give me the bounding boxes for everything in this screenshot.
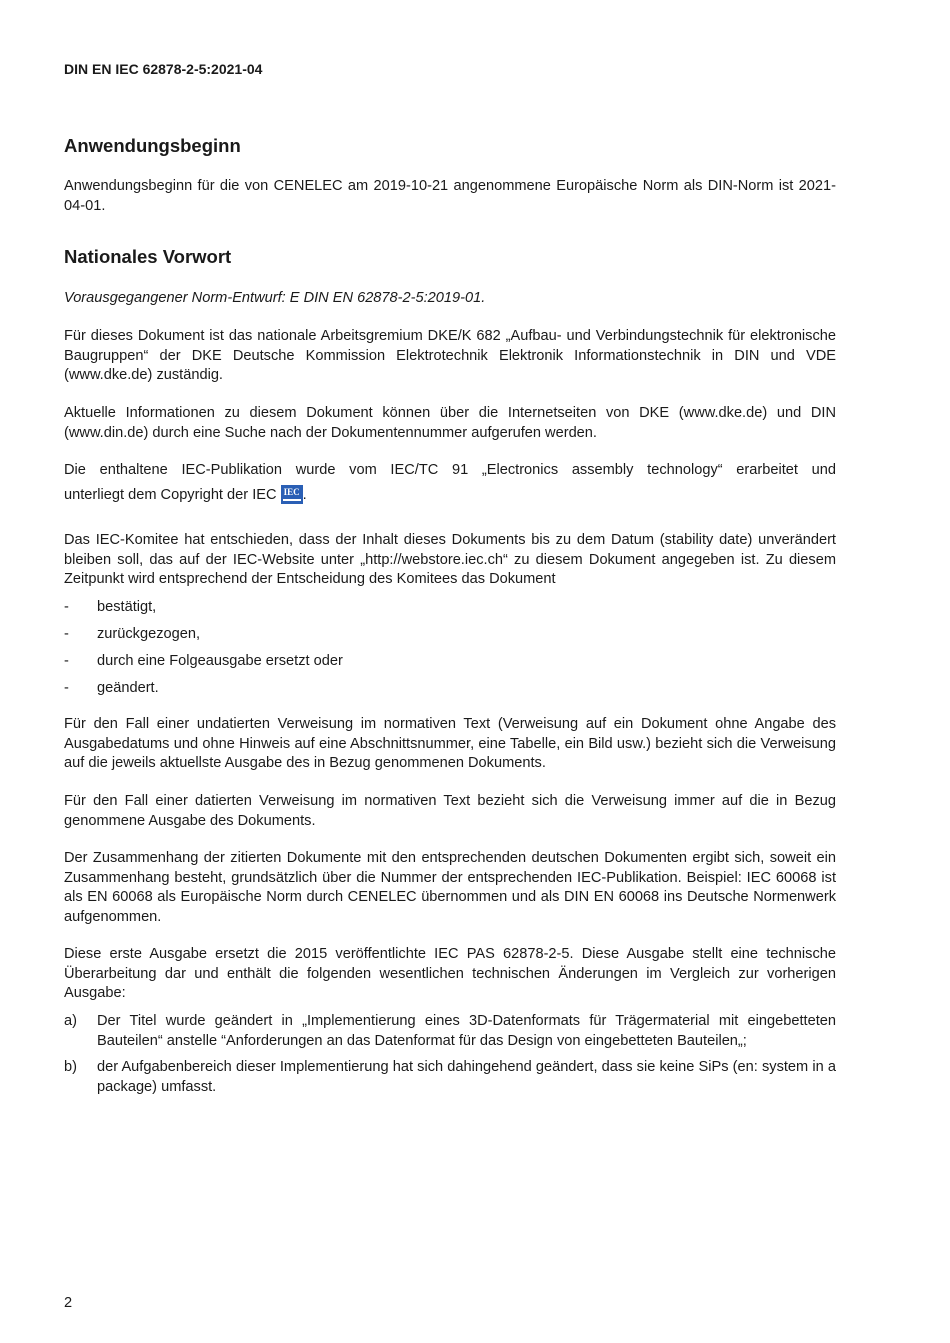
paragraph-first-edition: Diese erste Ausgabe ersetzt die 2015 veröffentlichte IEC PAS 62878-2-5. Diese Ausgabe stellt eine technische Überarbeitung dar und enthält die folgenden wesentlichen technischen Änderungen im Vergleich zur vorherigen Ausgabe: xyxy=(64,946,836,1001)
change-item: a) Der Titel wurde geändert in „Implementierung eines 3D-Datenformats für Trägermaterial mit eingebetteten Bauteilen“ anstelle “Anforderungen an das Datenformat für das Design von eingebetteten Bauteilen„; xyxy=(64,1013,836,1049)
document-id: DIN EN IEC 62878-2-5:2021-04 xyxy=(64,61,263,77)
paragraph-information: Aktuelle Informationen zu diesem Dokument können über die Internetseiten von DKE (www.dke.de) und DIN (www.din.de) durch eine Suche nach der Dokumentennummer aufgerufen werden. xyxy=(64,405,836,441)
paragraph-relationship: Der Zusammenhang der zitierten Dokumente mit den entsprechenden deutschen Dokumenten ergibt sich, soweit ein Zusammenhang besteht, grundsätzlich über die Nummer der entsprechenden IEC-Publikation. Beispiel: IEC 60068 ist als EN 60068 als Europäische Norm durch CENELEC übernommen und als DIN EN 60068 ins Deutsche Normenwerk aufgenommen. xyxy=(64,850,836,925)
list-item: - bestätigt, xyxy=(64,599,157,615)
change-item: b) der Aufgabenbereich dieser Implementierung hat sich dahingehend geändert, dass sie keine SiPs (en: system in a package) umfasst. xyxy=(64,1059,836,1095)
paragraph-iec-publication-line2: unterliegt dem Copyright der IEC IEC . xyxy=(64,487,307,503)
paragraph-dated-reference: Für den Fall einer datierten Verweisung im normativen Text bezieht sich die Verweisung immer auf die in Bezug genommene Ausgabe des Dokuments. xyxy=(64,793,836,829)
iec-logo-icon: IEC xyxy=(281,485,303,504)
list-item: - durch eine Folgeausgabe ersetzt oder xyxy=(64,653,343,669)
paragraph-committee: Für dieses Dokument ist das nationale Arbeitsgremium DKE/K 682 „Aufbau- und Verbindungstechnik für elektronische Baugruppen“ der DKE Deutsche Kommission Elektrotechnik Elektronik Informationstechnik in DIN und VDE (www.dke.de) zuständig. xyxy=(64,328,836,383)
list-item: - geändert. xyxy=(64,680,159,696)
heading-anwendungsbeginn: Anwendungsbeginn xyxy=(64,135,241,156)
paragraph-stability-date: Das IEC-Komitee hat entschieden, dass der Inhalt dieses Dokuments bis zu dem Datum (stability date) unverändert bleiben soll, das auf der IEC-Website unter „http://webstore.iec.ch“ zu diesem Dokument angegeben ist. Zu diesem Zeitpunkt wird entsprechend der Entscheidung des Komitees das Dokument xyxy=(64,532,836,587)
list-item: - zurückgezogen, xyxy=(64,626,201,642)
page-number: 2 xyxy=(64,1295,73,1311)
heading-nationales-vorwort: Nationales Vorwort xyxy=(64,246,232,267)
paragraph-undated-reference: Für den Fall einer undatierten Verweisung im normativen Text (Verweisung auf ein Dokument ohne Angabe des Ausgabedatums und ohne Hinweis auf eine Abschnittsnummer, eine Tabelle, ein Bild usw.) bezieht sich die Verweisung auf die jeweils aktuellste Ausgabe des in Bezug genommenen Dokuments. xyxy=(64,716,836,771)
paragraph-iec-publication-line1: Die enthaltene IEC-Publikation wurde vom IEC/TC 91 „Electronics assembly technology“ erarbeitet und xyxy=(64,462,836,478)
previous-draft-note: Vorausgegangener Norm-Entwurf: E DIN EN 62878-2-5:2019-01. xyxy=(64,290,486,306)
paragraph-anwendungsbeginn: Anwendungsbeginn für die von CENELEC am 2019-10-21 angenommene Europäische Norm als DIN-Norm ist 2021-04-01. xyxy=(64,178,836,214)
